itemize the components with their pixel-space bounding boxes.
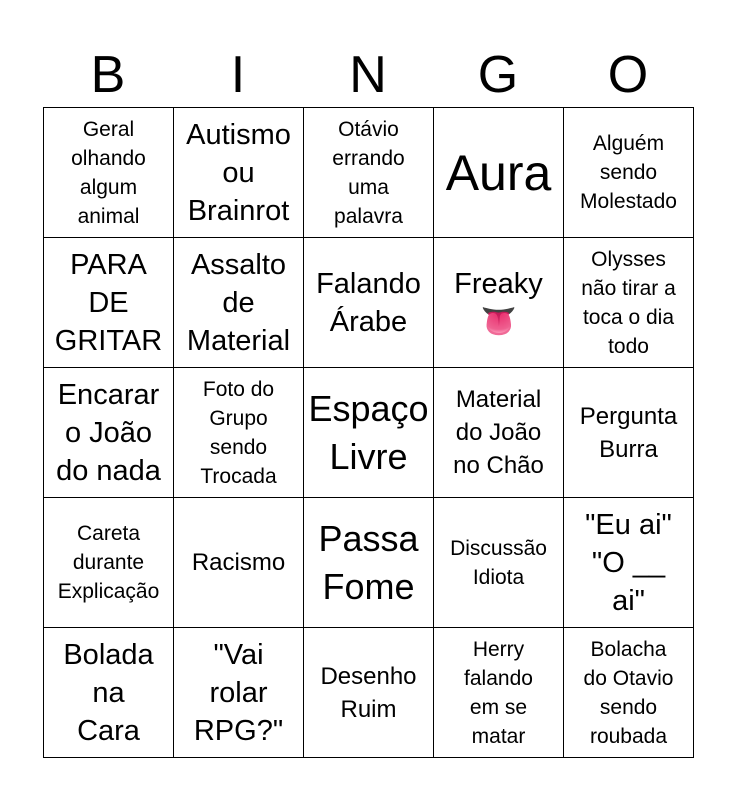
bingo-cell[interactable] (564, 238, 694, 368)
header-letter-o: O (607, 46, 649, 104)
board-row (44, 498, 694, 628)
bingo-cell[interactable] (564, 368, 694, 498)
cell-label: Alguém sendo Molestado (580, 132, 677, 213)
bingo-cell[interactable] (304, 628, 434, 758)
cell-label: Careta durante Explicação (57, 522, 160, 603)
cell-label: "Eu ai" "O __ ai" (585, 508, 672, 617)
bingo-cell[interactable] (44, 628, 174, 758)
cell-label: Aura (445, 144, 552, 201)
bingo-cell[interactable] (44, 238, 174, 368)
board-row (44, 628, 694, 758)
cell-label: Desenho Ruim (320, 662, 417, 723)
cell-label: Olysses não tirar a toca o dia todo (581, 247, 676, 358)
cell-label: Racismo (191, 549, 286, 576)
cell-label: Falando Árabe (316, 267, 421, 338)
bingo-cell[interactable] (304, 108, 434, 238)
cell-label: Assalto de Material (186, 248, 291, 357)
bingo-cell[interactable] (174, 238, 304, 368)
bingo-cell[interactable] (174, 368, 304, 498)
cell-label: Herry falando em se matar (464, 637, 533, 748)
cell-label: Foto do Grupo sendo Trocada (200, 377, 277, 488)
cell-label: Bolacha do Otavio sendo roubada (583, 637, 674, 748)
board-row (44, 238, 694, 368)
bingo-cell[interactable] (434, 498, 564, 628)
cell-label: "Vai rolar RPG?" (193, 638, 284, 747)
header-letter-i: I (230, 46, 246, 104)
cell-label: Otávio errando uma palavra (332, 117, 405, 228)
bingo-cell[interactable] (564, 498, 694, 628)
bingo-cell[interactable] (304, 238, 434, 368)
cell-label: Pergunta Burra (579, 402, 678, 463)
bingo-cell[interactable] (304, 498, 434, 628)
cell-label: Autismo ou Brainrot (186, 118, 291, 227)
header-letter-n: N (349, 46, 387, 104)
header-letter-b: B (90, 46, 126, 104)
cell-label: Freaky 👅 (454, 267, 543, 338)
cell-label: Espaço Livre (308, 387, 429, 477)
cell-label: Passa Fome (318, 517, 419, 607)
bingo-cell[interactable] (44, 498, 174, 628)
bingo-cell[interactable] (434, 108, 564, 238)
cell-label: PARA DE GRITAR (54, 248, 163, 357)
cell-label: Material do João no Chão (453, 386, 544, 479)
bingo-cell[interactable] (564, 108, 694, 238)
cell-label: Bolada na Cara (63, 638, 154, 747)
bingo-cell[interactable] (174, 498, 304, 628)
bingo-cell[interactable] (304, 368, 434, 498)
bingo-cell[interactable] (434, 238, 564, 368)
cell-label: Encarar o João do nada (56, 378, 161, 487)
bingo-header (43, 44, 693, 106)
bingo-board (43, 107, 694, 758)
board-row (44, 368, 694, 498)
header-letter-g: G (477, 46, 519, 104)
bingo-cell[interactable] (174, 108, 304, 238)
bingo-cell[interactable] (434, 368, 564, 498)
bingo-cell[interactable] (174, 628, 304, 758)
board-row (44, 108, 694, 238)
bingo-cell[interactable] (44, 108, 174, 238)
cell-label: Geral olhando algum animal (71, 117, 146, 228)
bingo-cell[interactable] (564, 628, 694, 758)
bingo-cell[interactable] (434, 628, 564, 758)
bingo-cell[interactable] (44, 368, 174, 498)
cell-label: Discussão Idiota (450, 536, 547, 589)
